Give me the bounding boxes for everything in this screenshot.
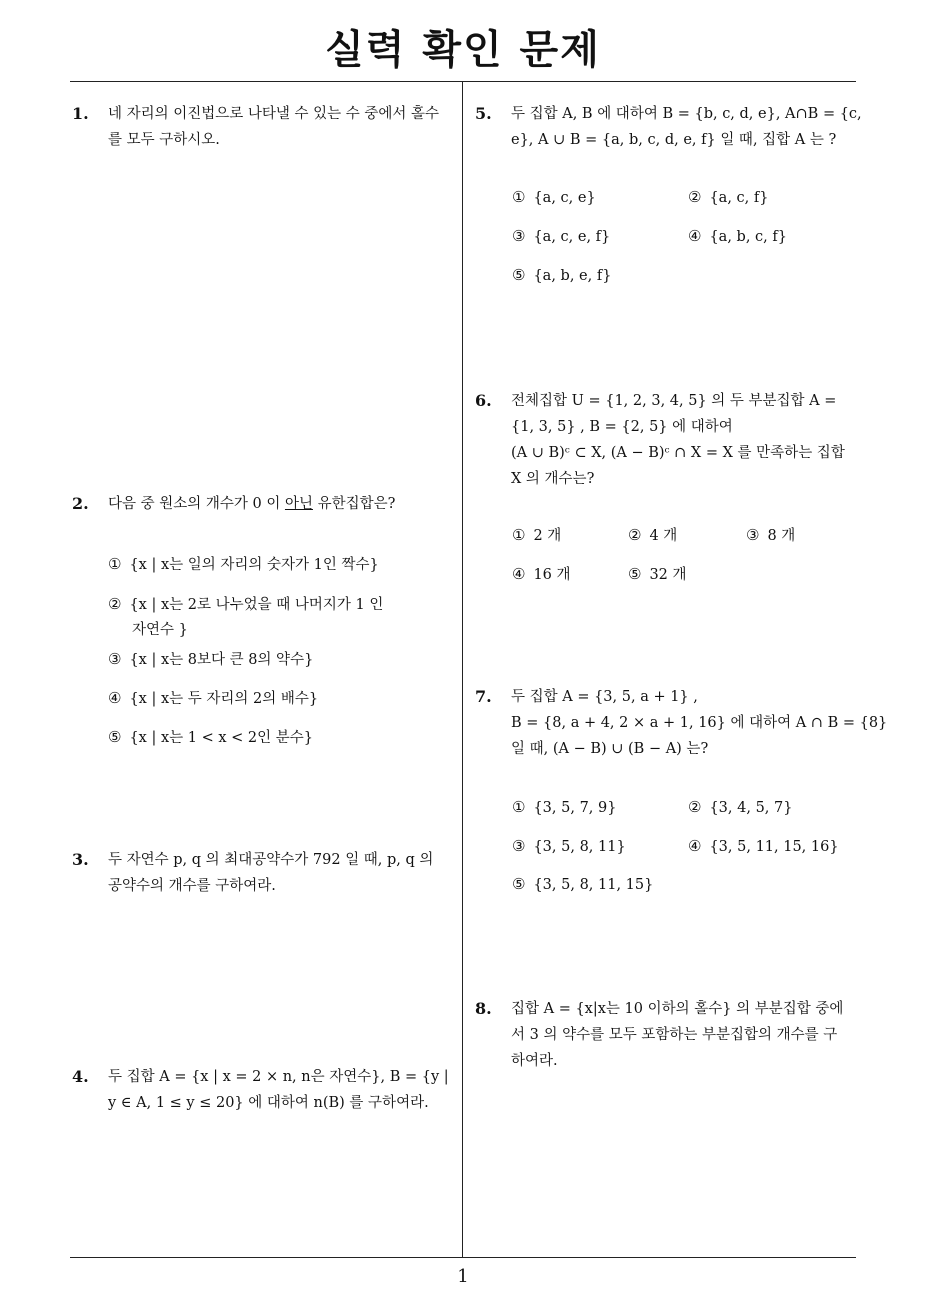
q6-option-1 <box>512 524 561 545</box>
text-line: {1, 3, 5} , B = {2, 5} 에 대하여 <box>511 419 733 435</box>
choice-text: {3, 5, 11, 15, 16} <box>709 839 839 855</box>
text-line: 두 집합 A = {3, 5, a + 1} , <box>511 689 698 705</box>
choice-text: {a, c, e, f} <box>533 229 611 245</box>
q6-option-5 <box>628 563 687 584</box>
choice-text: {a, c, f} <box>709 190 769 206</box>
q5-option-1 <box>512 188 596 206</box>
question-3 <box>72 847 457 899</box>
choice-marker: ⑤ <box>512 266 526 284</box>
choice-marker: ④ <box>108 689 122 707</box>
question-text <box>108 101 457 153</box>
question-6 <box>475 388 860 492</box>
choice-marker: ⑤ <box>628 565 642 583</box>
choice-marker: ② <box>688 798 702 816</box>
text-line: y ∈ A, 1 ≤ y ≤ 20} 에 대하여 n(B) 를 구하여라. <box>108 1095 429 1111</box>
question-text <box>108 491 457 517</box>
text-line: 공약수의 개수를 구하여라. <box>108 878 276 894</box>
choice-marker: ④ <box>688 227 702 245</box>
q7-option-1 <box>512 798 616 816</box>
question-number: 4. <box>72 1067 89 1086</box>
q6-option-4 <box>512 563 571 584</box>
question-2 <box>72 491 457 517</box>
choice-text: {a, c, e} <box>533 190 596 206</box>
choice-text: 4 개 <box>649 528 678 544</box>
question-text <box>108 847 457 899</box>
text-line: e}, A ∪ B = {a, b, c, d, e, f} 일 때, 집합 A 는 ? <box>511 132 837 148</box>
question-7 <box>475 684 888 762</box>
q5-option-3 <box>512 227 610 245</box>
choice-text: 2 개 <box>533 528 562 544</box>
text-line: 전체집합 U = {1, 2, 3, 4, 5} 의 두 부분집합 A = <box>511 393 837 409</box>
choice-text: 32 개 <box>649 567 687 583</box>
question-text <box>511 684 888 762</box>
text-line: X 의 개수는? <box>511 471 595 487</box>
q2-option-5 <box>108 726 313 747</box>
q2-option-4 <box>108 687 318 708</box>
question-number: 8. <box>475 999 492 1018</box>
choice-text: {x | x는 2로 나누었을 때 나머지가 1 인 <box>129 597 384 613</box>
choice-marker: ③ <box>512 837 526 855</box>
q5-option-2 <box>688 188 768 206</box>
choice-text: {x | x는 1 < x < 2인 분수} <box>129 730 313 746</box>
question-text <box>511 101 860 153</box>
text-line: 네 자리의 이진법으로 나타낼 수 있는 수 중에서 홀수 <box>108 106 440 122</box>
choice-marker: ② <box>688 188 702 206</box>
bottom-rule <box>70 1257 856 1258</box>
choice-marker: ⑤ <box>108 728 122 746</box>
question-1 <box>72 101 457 153</box>
q7-option-5 <box>512 875 653 893</box>
question-number: 6. <box>475 391 492 410</box>
text-segment: 다음 중 원소의 개수가 0 이 <box>108 496 285 512</box>
text-segment: 유한집합은? <box>312 496 396 512</box>
text-line: 하여라. <box>511 1053 558 1069</box>
choice-text: 8 개 <box>767 528 796 544</box>
page-number: 1 <box>457 1266 469 1287</box>
question-number: 7. <box>475 687 492 706</box>
choice-text: {x | x는 두 자리의 2의 배수} <box>129 691 319 707</box>
choice-text: {3, 5, 7, 9} <box>533 800 617 816</box>
choice-marker: ① <box>512 798 526 816</box>
page-title: 실력 확인 문제 <box>325 27 601 73</box>
question-text <box>108 1064 457 1116</box>
choice-text-continued: 자연수 } <box>132 622 188 638</box>
text-line: 집합 A = {x|x는 10 이하의 홀수} 의 부분집합 중에 <box>511 1001 844 1017</box>
question-4 <box>72 1064 457 1116</box>
choice-marker: ① <box>108 555 122 573</box>
text-line: B = {8, a + 4, 2 × a + 1, 16} 에 대하여 A ∩ B = {8} <box>511 715 888 731</box>
q6-option-2 <box>628 524 677 545</box>
text-line: 두 집합 A = {x | x = 2 × n, n은 자연수}, B = {y | <box>108 1069 449 1085</box>
choice-marker: ③ <box>512 227 526 245</box>
choice-text: {x | x는 8보다 큰 8의 약수} <box>129 652 314 668</box>
question-text <box>511 388 860 492</box>
text-line: 일 때, (A − B) ∪ (B − A) 는? <box>511 741 709 757</box>
q7-option-4 <box>688 837 839 855</box>
choice-text: {x | x는 일의 자리의 숫자가 1인 짝수} <box>129 557 379 573</box>
text-line: 두 집합 A, B 에 대하여 B = {b, c, d, e}, A∩B = {c, <box>511 106 862 122</box>
choice-marker: ④ <box>688 837 702 855</box>
choice-text: 16 개 <box>533 567 571 583</box>
q7-option-3 <box>512 837 626 855</box>
choice-text: {3, 4, 5, 7} <box>709 800 793 816</box>
choice-text: {a, b, e, f} <box>533 268 612 284</box>
choice-marker: ② <box>108 595 122 613</box>
question-number: 3. <box>72 850 89 869</box>
choice-marker: ④ <box>512 565 526 583</box>
choice-marker: ① <box>512 526 526 544</box>
q2-option-1 <box>108 553 379 574</box>
choice-text: {3, 5, 8, 11} <box>533 839 626 855</box>
question-number: 1. <box>72 104 89 123</box>
question-8 <box>475 996 860 1074</box>
top-rule <box>70 81 856 82</box>
question-number: 2. <box>72 494 89 513</box>
choice-marker: ① <box>512 188 526 206</box>
q2-option-2 <box>108 592 383 643</box>
column-divider <box>462 82 463 1258</box>
choice-marker: ③ <box>108 650 122 668</box>
q5-option-5 <box>512 266 611 284</box>
text-line: 두 자연수 p, q 의 최대공약수가 792 일 때, p, q 의 <box>108 852 434 868</box>
underlined-word: 아닌 <box>284 496 313 512</box>
q6-option-3 <box>746 524 795 545</box>
text-line: 를 모두 구하시오. <box>108 132 220 148</box>
choice-marker: ⑤ <box>512 875 526 893</box>
question-5 <box>475 101 860 153</box>
choice-marker: ③ <box>746 526 760 544</box>
choice-text: {3, 5, 8, 11, 15} <box>533 877 654 893</box>
choice-text: {a, b, c, f} <box>709 229 787 245</box>
q5-option-4 <box>688 227 787 245</box>
choice-marker: ② <box>628 526 642 544</box>
question-number: 5. <box>475 104 492 123</box>
question-text <box>511 996 860 1074</box>
text-line: (A ∪ B)ᶜ ⊂ X, (A − B)ᶜ ∩ X = X 를 만족하는 집합 <box>511 445 845 461</box>
q2-option-3 <box>108 648 313 669</box>
q7-option-2 <box>688 798 792 816</box>
text-line: 서 3 의 약수를 모두 포함하는 부분집합의 개수를 구 <box>511 1027 838 1043</box>
